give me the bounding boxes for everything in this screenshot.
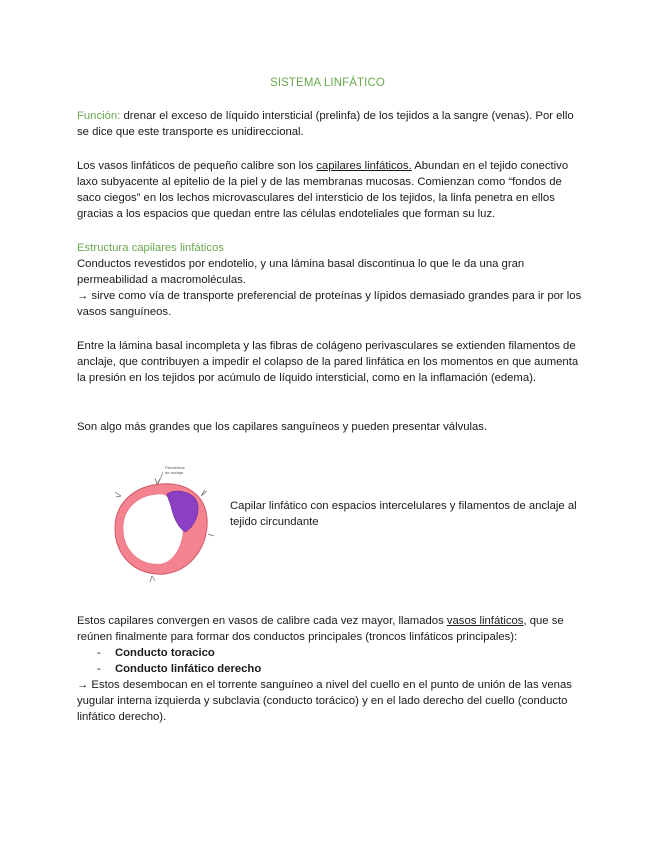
estructura-line2: → sirve como vía de transporte preferencial de proteínas y lípidos demasiado grandes para ir por los vasos sanguíneos. (77, 290, 582, 318)
lamina-paragraph: Entre la lámina basal incompleta y las fibras de colágeno perivasculares se extienden filamentos de anclaje, que contribuyen a impedir el colapso de la pared linfática en los momentos en que aumenta la presión en los tejidos por acúmulo de líquido intersticial, como en la inflamación (edema). (77, 340, 579, 384)
funcion-label: Función: (77, 110, 121, 122)
capilares-text-after: Abundan en el tejido conectivo laxo subyacente al epitelio de la piel y de las membranas mucosas. Comienzan como “fondos de saco ciegos” en los lechos microvasculares del intersticio de los tejidos, la linfa penetra en ellos gracias a los espacios que quedan entre las células endoteliales que forman su luz. (77, 160, 569, 220)
conductos-list (97, 645, 261, 677)
conducto-label: Conducto linfático derecho (115, 663, 262, 675)
estructura-section (77, 240, 582, 320)
vasos-text-before: Estos capilares convergen en vasos de calibre cada vez mayor, llamados (77, 615, 447, 627)
figure-caption: Capilar linfático con espacios intercelulares y filamentos de anclaje al tejido circundante (230, 500, 577, 528)
vasos-term: vasos linfáticos (446, 615, 524, 627)
tamano-paragraph: Son algo más grandes que los capilares sanguíneos y pueden presentar válvulas. (77, 421, 488, 433)
estructura-line1: Conductos revestidos por endotelio, y una lámina basal discontinua lo que le da una gran permeabilidad a macromoléculas. (77, 258, 525, 286)
vasos-paragraph (77, 613, 582, 645)
funcion-paragraph (77, 108, 582, 140)
diagram-label-line1: Filamentos (165, 465, 185, 470)
anchoring-filament-pointer (158, 472, 163, 484)
list-dash: - (97, 647, 101, 659)
estructura-heading: Estructura capilares linfáticos (77, 242, 224, 254)
capilares-term: capilares linfáticos. (316, 160, 412, 172)
list-dash: - (97, 663, 101, 675)
funcion-text: drenar el exceso de líquido intersticial (prelinfa) de los tejidos a la sangre (venas). Por ello se dice que este transporte es unidireccional. (77, 110, 574, 138)
vasos-text-after: , que se reúnen finalmente para formar dos conductos principales (troncos linfáticos principales): (77, 615, 564, 643)
list-item (97, 661, 261, 677)
conducto-label: Conducto toracico (115, 647, 215, 659)
list-item (97, 645, 261, 661)
capillary-diagram (105, 460, 225, 585)
diagram-label-line2: de anclaje (165, 470, 184, 475)
desembocan-paragraph: → Estos desembocan en el torrente sanguíneo a nivel del cuello en el punto de unión de las venas yugular interna izquierda y subclavia (conducto torácico) y en el lado derecho del cuello (conducto linfático derecho). (77, 679, 572, 723)
page-title: SISTEMA LINFÁTICO (270, 77, 385, 89)
capilares-paragraph (77, 158, 582, 222)
capilares-text-before: Los vasos linfáticos de pequeño calibre son los (77, 160, 317, 172)
